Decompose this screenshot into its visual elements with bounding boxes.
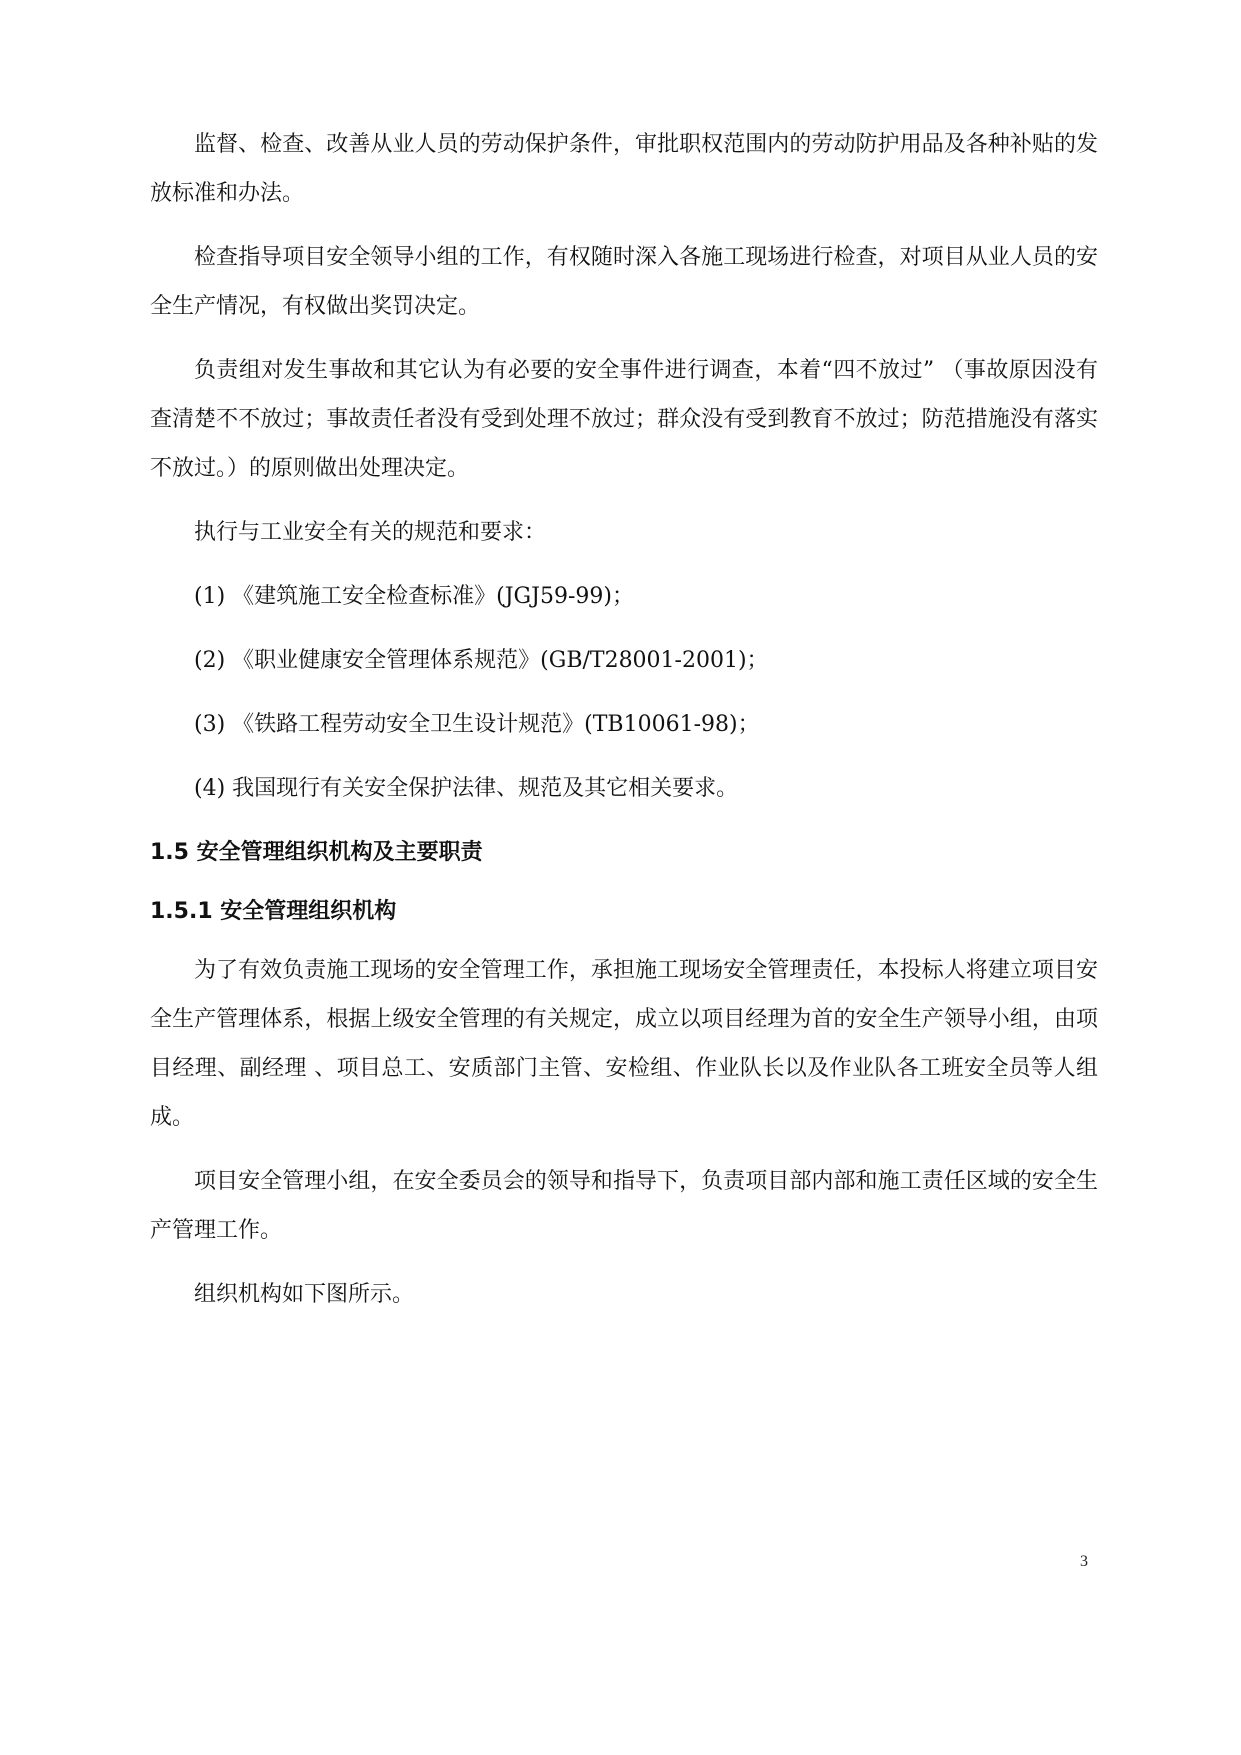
paragraph-accident-investigation: 负责组对发生事故和其它认为有必要的安全事件进行调查，本着“四不放过” （事故原因没有查清楚不不放过；事故责任者没有受到处理不放过；群众没有受到教育不放过；防范措施没有落实不放过。）的原则做出处理决定。 — [150, 358, 1098, 481]
list-item: (4) 我国现行有关安全保护法律、规范及其它相关要求。 — [194, 776, 739, 801]
section-heading: 1.5 安全管理组织机构及主要职责 — [150, 840, 483, 865]
paragraph-management-system: 为了有效负责施工现场的安全管理工作，承担施工现场安全管理责任，本投标人将建立项目安全生产管理体系，根据上级安全管理的有关规定，成立以项目经理为首的安全生产领导小组，由项目经理、副经理 、项目总工、安质部门主管、安检组、作业队长以及作业队各工班安全员等人组成。 — [150, 958, 1098, 1130]
paragraph-standards-intro: 执行与工业安全有关的规范和要求： — [194, 520, 547, 545]
list-item: (3) 《铁路工程劳动安全卫生设计规范》(TB10061-98)； — [194, 712, 760, 737]
subsection-heading: 1.5.1 安全管理组织机构 — [150, 899, 397, 924]
paragraph-labor-protection: 监督、检查、改善从业人员的劳动保护条件，审批职权范围内的劳动防护用品及各种补贴的发放标准和办法。 — [150, 132, 1098, 206]
paragraph-org-chart-note: 组织机构如下图所示。 — [194, 1282, 415, 1307]
paragraph-inspection-guidance: 检查指导项目安全领导小组的工作，有权随时深入各施工现场进行检查，对项目从业人员的安全生产情况，有权做出奖罚决定。 — [150, 245, 1098, 319]
document-page — [150, 120, 1098, 1334]
paragraph-management-group: 项目安全管理小组，在安全委员会的领导和指导下，负责项目部内部和施工责任区域的安全生产管理工作。 — [150, 1169, 1098, 1243]
page-number: 3 — [1080, 1553, 1088, 1570]
list-item: (2) 《职业健康安全管理体系规范》(GB/T28001-2001)； — [194, 648, 769, 673]
list-item: (1) 《建筑施工安全检查标准》(JGJ59-99)； — [194, 584, 634, 609]
